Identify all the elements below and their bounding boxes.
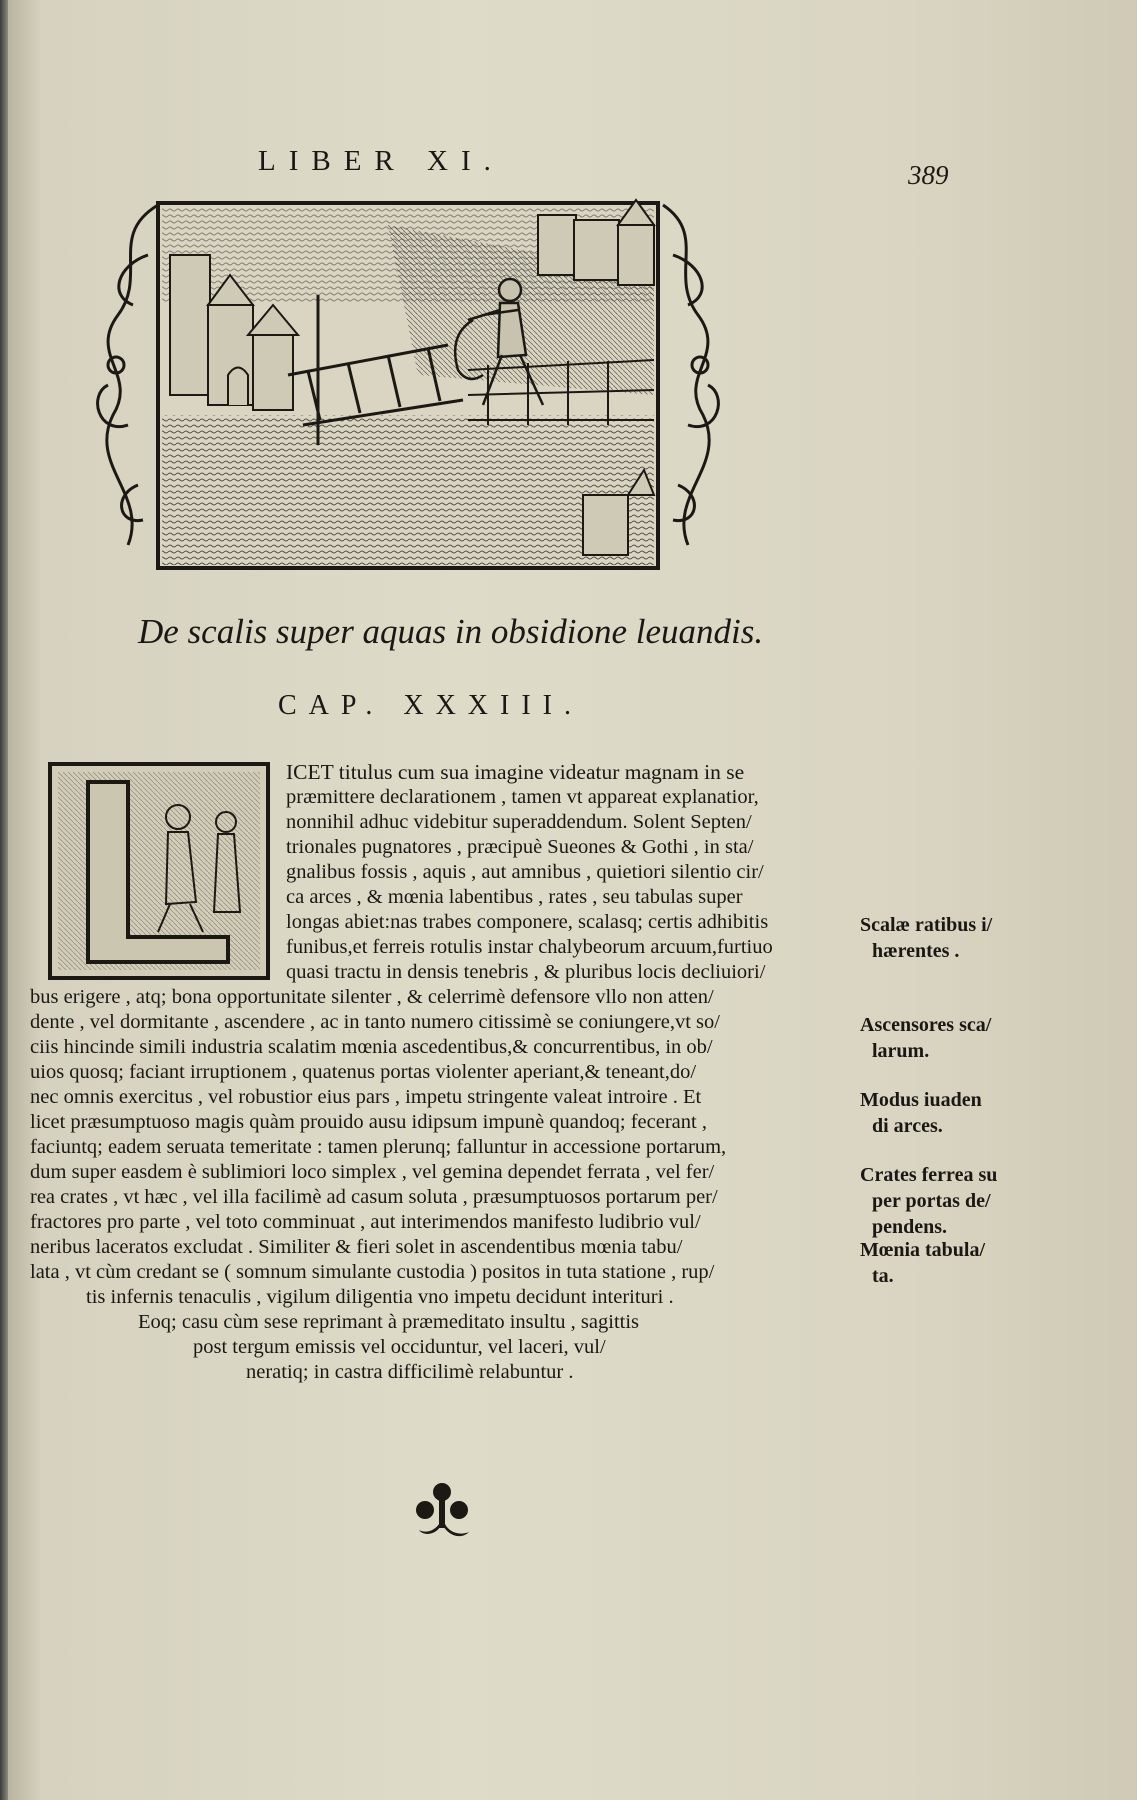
- chapter-heading: CAP. XXXIII.: [278, 690, 583, 721]
- body-line: lata , vt cùm credant se ( somnum simulante custodia ) positos in tuta statione , rup/: [30, 1261, 715, 1283]
- body-line: ciis hincinde simili industria scalatim mœnia ascedentibus,& concurrentibus, in ob/: [30, 1036, 713, 1058]
- body-line: nonnihil adhuc videbitur superaddendum. Solent Septen/: [286, 811, 752, 833]
- body-line: dente , vel dormitante , ascendere , ac in tanto numero citissimè se coniungere,vt so/: [30, 1011, 720, 1033]
- body-line: longas abiet:nas trabes componere, scalasq; certis adhibitis: [286, 911, 769, 933]
- body-line: post tergum emissis vel occiduntur, vel laceri, vul/: [193, 1336, 606, 1358]
- left-scroll-ornament: [98, 205, 158, 545]
- margin-note: Modus iuaden di arces.: [860, 1089, 982, 1137]
- body-line: ICET titulus cum sua imagine videatur magnam in se: [286, 760, 745, 784]
- body-line: nec omnis exercitus , vel robustior eius pars , impetu stringente valeat introire . Et: [30, 1086, 702, 1108]
- body-line: ca arces , & mœnia labentibus , rates , seu tabulas super: [286, 886, 743, 908]
- body-line: trionales pugnatores , præcipuè Sueones & Gothi , in sta/: [286, 836, 754, 858]
- body-line: uios quosq; faciant irruptionem , quatenus portas violenter aperiant,& teneant,do/: [30, 1061, 697, 1083]
- body-line: gnalibus fossis , aquis , aut amnibus , quietiori silentio cir/: [286, 861, 764, 883]
- body-line: licet præsumptuoso magis quàm prouido ausu idipsum impunè quandoq; fecerant ,: [30, 1111, 707, 1133]
- body-line: tis infernis tenaculis , vigilum diligentia vno impetu decidunt interituri .: [86, 1286, 674, 1308]
- margin-note: Crates ferrea su per portas de/ pendens.: [860, 1164, 998, 1238]
- folio-number: 389: [908, 160, 949, 190]
- margin-note: Ascensores sca/ larum.: [860, 1014, 992, 1062]
- book-page: [8, 0, 1137, 1800]
- body-line: neribus laceratos excludat . Similiter & fieri solet in ascendentibus mœnia tabu/: [30, 1236, 683, 1258]
- body-line: funibus,et ferreis rotulis instar chalybeorum arcuum,furtiuo: [286, 936, 773, 958]
- margin-note: Scalæ ratibus i/ hærentes .: [860, 914, 993, 962]
- margin-note: Mœnia tabula/ ta.: [860, 1239, 986, 1287]
- woodcut-illustration: [88, 195, 848, 580]
- body-line: quasi tractu in densis tenebris , & pluribus locis decliuiori/: [286, 961, 766, 983]
- body-line: rea crates , vt hæc , vel illa facilimè ad casum soluta , præsumptuosos portarum per/: [30, 1186, 718, 1208]
- body-line: Eoq; casu cùm sese reprimant à præmeditato insultu , sagittis: [138, 1311, 640, 1333]
- body-line: dum super easdem è sublimiori loco simplex , vel gemina dependet ferrata , vel fer/: [30, 1161, 715, 1183]
- running-head: LIBER XI.: [258, 145, 504, 177]
- body-line: præmittere declarationem , tamen vt appareat explanatior,: [286, 786, 759, 808]
- body-line: fractores pro parte , vel toto comminuat , aut interimendos manifesto ludibrio vul/: [30, 1211, 701, 1233]
- figure-caption: De scalis super aquas in obsidione leuandis.: [138, 612, 764, 651]
- right-scroll-ornament: [663, 205, 718, 545]
- body-line: neratiq; in castra difficilimè relabuntur .: [246, 1361, 574, 1383]
- body-line: bus erigere , atq; bona opportunitate silenter , & celerrimè defensore vllo non atten/: [30, 986, 714, 1008]
- fleuron-ornament-icon: [411, 1480, 473, 1546]
- body-line: faciuntq; eadem seruata temeritate : tamen plerunq; falluntur in accessione portarum,: [30, 1136, 727, 1158]
- decorated-initial-l: [48, 762, 270, 980]
- book-spine-edge: [0, 0, 8, 1800]
